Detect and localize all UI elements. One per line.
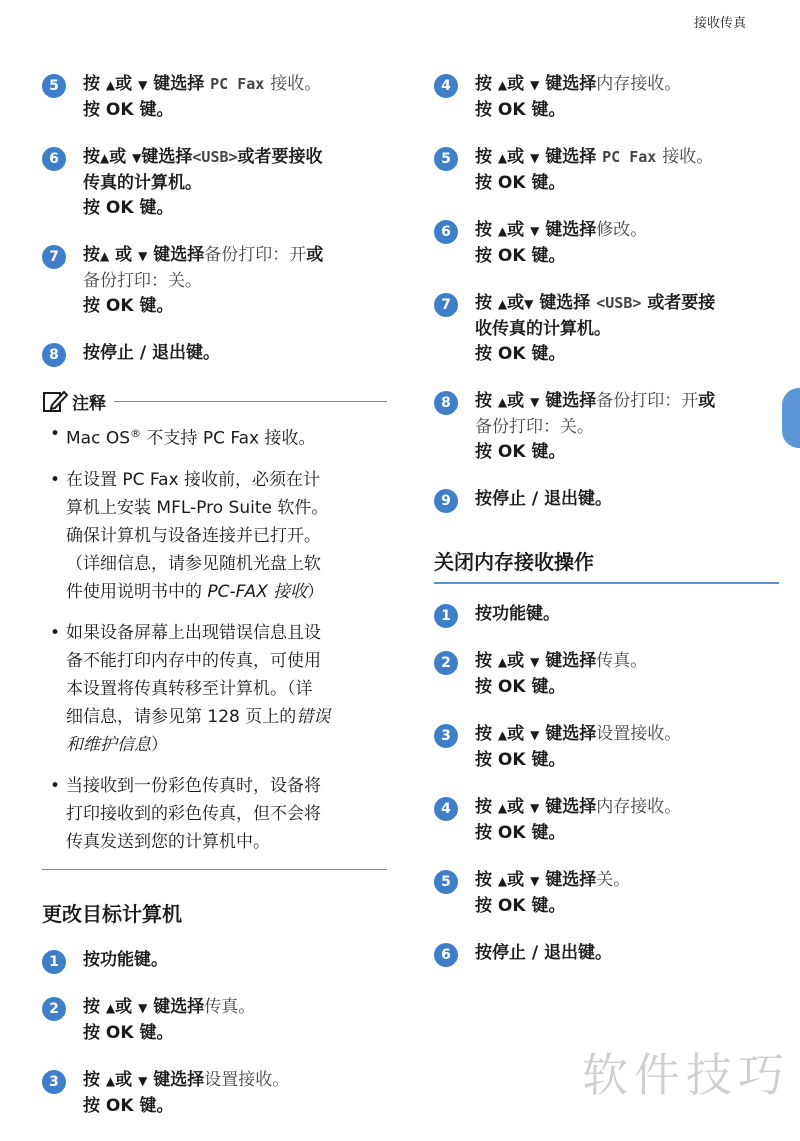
menu-value: 传真。	[596, 651, 648, 671]
down-arrow-icon: ▼	[138, 249, 148, 263]
right-column	[434, 72, 779, 988]
down-arrow-icon: ▼	[530, 395, 540, 409]
step-7	[434, 291, 779, 367]
down-arrow-icon: ▼	[530, 151, 540, 165]
step-text: 按 ▲或 ▼ 键选择内存接收。	[475, 74, 682, 94]
step-1	[42, 948, 387, 973]
step-text: 按 ▲或 ▼ 键选择修改。	[475, 220, 648, 240]
note-box	[42, 388, 387, 870]
down-arrow-icon: ▼	[138, 78, 148, 92]
step-5	[434, 145, 779, 196]
step-number: 9	[434, 489, 458, 513]
ok-instruction: 按 OK 键。	[475, 896, 566, 916]
ok-instruction: 按 OK 键。	[475, 750, 566, 770]
chapter-side-tab	[782, 388, 800, 448]
step-text: 按▲或 ▼键选择<USB>或者要接收	[83, 147, 323, 167]
menu-value: 备份打印：关。	[475, 417, 594, 437]
step-text: 传真的计算机。	[83, 173, 202, 193]
menu-value: 修改。	[596, 220, 648, 240]
step-number: 1	[42, 950, 66, 974]
menu-value: <USB>	[596, 294, 642, 312]
step-number: 8	[42, 343, 66, 367]
up-arrow-icon: ▲	[497, 801, 508, 815]
ok-instruction: 按 OK 键。	[475, 442, 566, 462]
step-6	[434, 941, 779, 966]
step-5	[42, 72, 387, 123]
down-arrow-icon: ▼	[132, 151, 142, 165]
step-text: 按停止 / 退出键。	[475, 943, 613, 963]
menu-value: 内存接收。	[596, 74, 682, 94]
step-number: 4	[434, 74, 458, 98]
step-text: 按 ▲或 ▼ 键选择传真。	[475, 651, 648, 671]
section-title: 更改目标计算机	[42, 901, 182, 926]
ok-instruction: 按 OK 键。	[83, 198, 174, 218]
step-6	[434, 218, 779, 269]
ok-instruction: 按 OK 键。	[475, 344, 566, 364]
down-arrow-icon: ▼	[530, 801, 540, 815]
step-text: 按▲ 或 ▼ 键选择备份打印：开或	[83, 245, 324, 265]
menu-value: PC Fax	[602, 148, 657, 166]
step-number: 5	[434, 870, 458, 894]
menu-value: 内存接收。	[596, 797, 682, 817]
step-text: 按停止 / 退出键。	[83, 343, 221, 363]
ok-instruction: 按 OK 键。	[83, 1022, 174, 1043]
step-6	[42, 145, 387, 221]
up-arrow-icon: ▲	[100, 249, 110, 263]
watermark-text: 软件技巧	[582, 1048, 790, 1102]
step-number: 5	[42, 74, 66, 98]
ok-instruction: 按 OK 键。	[475, 100, 566, 120]
step-1	[434, 602, 779, 627]
doc-reference: PC-FAX 接收	[207, 581, 308, 602]
ok-instruction: 按 OK 键。	[475, 173, 566, 193]
section-divider	[434, 582, 779, 584]
menu-value: 设置接收。	[204, 1069, 290, 1090]
up-arrow-icon: ▲	[497, 728, 508, 742]
step-number: 5	[434, 147, 458, 171]
pencil-note-icon	[42, 389, 68, 413]
down-arrow-icon: ▼	[138, 1000, 148, 1015]
note-item: • 在设置 PC Fax 接收前，必须在计 算机上安装 MFL-Pro Suite 软件。 确保计算机与设备连接并已打开。 （详细信息，请参见随机光盘上软 件使用说明书中的 PC-FAX 接收）	[50, 469, 329, 602]
step-text: 按 ▲或 ▼ 键选择内存接收。	[475, 797, 682, 817]
up-arrow-icon: ▲	[497, 874, 508, 888]
step-text: 按 ▲或 ▼ 键选择 PC Fax 接收。	[475, 147, 714, 167]
note-item: • 如果设备屏幕上出现错误信息且设 备不能打印内存中的传真，可使用 本设置将传真转移至计算机。（详 细信息，请参见第 128 页上的错误 和维护信息）	[50, 622, 331, 755]
menu-value: 接收。	[662, 147, 714, 167]
step-8	[434, 389, 779, 465]
doc-reference: 错误	[296, 706, 331, 727]
menu-value: 备份打印：开	[596, 391, 699, 411]
down-arrow-icon: ▼	[530, 224, 540, 238]
note-list	[42, 420, 387, 856]
ok-instruction: 按 OK 键。	[475, 823, 566, 843]
menu-value: 接收。	[270, 74, 322, 94]
up-arrow-icon: ▲	[497, 224, 508, 238]
step-number: 2	[434, 651, 458, 675]
down-arrow-icon: ▼	[530, 655, 540, 669]
menu-value: 备份打印：关。	[83, 271, 202, 291]
up-arrow-icon: ▲	[497, 395, 508, 409]
doc-reference: 和维护信息	[66, 734, 151, 755]
ok-instruction: 按 OK 键。	[83, 296, 174, 316]
menu-value: 传真。	[204, 996, 256, 1017]
step-7	[42, 243, 387, 319]
step-number: 3	[42, 1070, 66, 1094]
down-arrow-icon: ▼	[138, 1073, 148, 1088]
step-3	[434, 722, 779, 773]
up-arrow-icon: ▲	[100, 151, 110, 165]
step-text: 收传真的计算机。	[475, 319, 611, 339]
page-header-title: 接收传真	[693, 16, 746, 31]
step-number: 4	[434, 797, 458, 821]
step-number: 7	[434, 293, 458, 317]
step-3	[42, 1068, 387, 1119]
step-number: 8	[434, 391, 458, 415]
up-arrow-icon: ▲	[105, 1073, 116, 1088]
left-column	[42, 72, 387, 1141]
step-text: 按停止 / 退出键。	[475, 489, 613, 509]
step-text: 按 ▲或 ▼ 键选择备份打印：开或	[475, 391, 716, 411]
step-number: 2	[42, 997, 66, 1021]
step-text: 按 ▲或 ▼ 键选择关。	[475, 870, 631, 890]
step-number: 6	[434, 943, 458, 967]
step-text: 按功能键。	[83, 949, 168, 970]
note-item: • Mac OS® 不支持 PC Fax 接收。	[50, 424, 316, 449]
step-text: 按功能键。	[475, 604, 560, 624]
note-bottom-divider	[42, 869, 387, 870]
menu-value: PC Fax	[210, 75, 265, 93]
down-arrow-icon: ▼	[530, 78, 540, 92]
step-text: 按 ▲或▼ 键选择 <USB> 或者要接	[475, 293, 716, 313]
step-number: 6	[434, 220, 458, 244]
note-divider	[114, 401, 387, 402]
step-number: 3	[434, 724, 458, 748]
note-header	[42, 388, 387, 414]
ok-instruction: 按 OK 键。	[83, 1095, 174, 1116]
menu-value: <USB>	[192, 148, 238, 166]
up-arrow-icon: ▲	[497, 655, 508, 669]
step-5	[434, 868, 779, 919]
step-4	[434, 795, 779, 846]
step-4	[434, 72, 779, 123]
step-number: 6	[42, 147, 66, 171]
step-text: 按 ▲或 ▼ 键选择设置接收。	[83, 1069, 290, 1090]
note-item: • 当接收到一份彩色传真时，设备将 打印接收到的彩色传真，但不会将 传真发送到您的计算机中。	[50, 775, 321, 852]
down-arrow-icon: ▼	[530, 874, 540, 888]
up-arrow-icon: ▲	[497, 78, 508, 92]
up-arrow-icon: ▲	[105, 1000, 116, 1015]
section-title: 关闭内存接收操作	[434, 550, 594, 574]
down-arrow-icon: ▼	[524, 297, 534, 311]
menu-value: 备份打印：开	[204, 245, 307, 265]
up-arrow-icon: ▲	[497, 151, 508, 165]
step-number: 1	[434, 604, 458, 628]
step-2	[434, 649, 779, 700]
ok-instruction: 按 OK 键。	[475, 677, 566, 697]
step-2	[42, 995, 387, 1046]
step-8	[42, 341, 387, 366]
note-title: 注释	[72, 393, 106, 414]
step-text: 按 ▲或 ▼ 键选择传真。	[83, 996, 256, 1017]
menu-value: 关。	[596, 870, 631, 890]
step-9	[434, 487, 779, 512]
up-arrow-icon: ▲	[497, 297, 508, 311]
step-text: 按 ▲或 ▼ 键选择设置接收。	[475, 724, 682, 744]
menu-value: 设置接收。	[596, 724, 682, 744]
ok-instruction: 按 OK 键。	[83, 100, 174, 120]
up-arrow-icon: ▲	[105, 78, 116, 92]
ok-instruction: 按 OK 键。	[475, 246, 566, 266]
down-arrow-icon: ▼	[530, 728, 540, 742]
step-number: 7	[42, 245, 66, 269]
step-text: 按 ▲或 ▼ 键选择 PC Fax 接收。	[83, 74, 322, 94]
